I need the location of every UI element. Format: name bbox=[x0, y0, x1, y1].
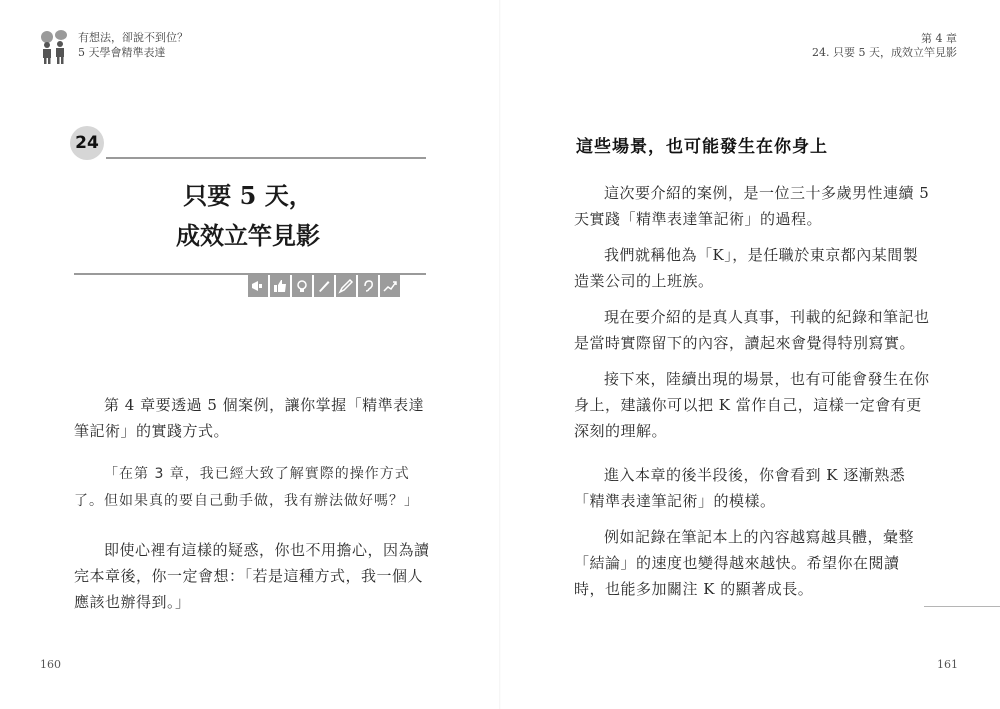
section-heading: 這些場景，也可能發生在你身上 bbox=[576, 137, 828, 157]
running-head-title: 有想法，卻說不到位？ bbox=[78, 31, 188, 44]
margin-rule bbox=[924, 606, 1000, 607]
paragraph: 現在要介紹的是真人真事，刊載的紀錄和筆記也是當時實際留下的內容，讀起來會覺得特別寫實。 bbox=[574, 308, 930, 352]
pencil-icon bbox=[336, 275, 356, 297]
chapter-rule bbox=[106, 157, 426, 159]
page-number-right: 161 bbox=[937, 658, 958, 671]
trend-up-icon bbox=[380, 275, 400, 297]
paragraph: 這次要介紹的案例，是一位三十多歲男性連續 5 天實踐「精準表達筆記術」的過程。 bbox=[574, 184, 930, 228]
chapter-title-line1: 只要 5 天， bbox=[183, 181, 313, 210]
page-number-left: 160 bbox=[40, 658, 61, 671]
running-head-chapter: 第 4 章 bbox=[921, 32, 957, 45]
intro-paragraph bbox=[74, 392, 434, 444]
people-icon bbox=[36, 30, 72, 64]
intro-paragraph-text: 第 4 章要透過 5 個案例，讓你掌握「精準表達筆記術」的實踐方式。 bbox=[74, 396, 425, 440]
reader-quote: 「在第 3 章，我已經大致了解實際的操作方式了。但如果真的要自己動手做，我有辦法做好嗎？」 bbox=[74, 466, 419, 509]
chapter-title-line2: 成效立竿見影 bbox=[176, 221, 320, 250]
paragraph: 例如記錄在筆記本上的內容越寫越具體，彙整「結論」的速度也變得越來越快。希望你在閱讀時，也能多加關注 K 的顯著成長。 bbox=[574, 528, 915, 598]
reassurance-paragraph-text: 即使心裡有這樣的疑惑，你也不用擔心，因為讀完本章後，你一定會想：「若是這種方式，我一個人應該也辦得到。」 bbox=[74, 541, 430, 611]
icon-strip bbox=[248, 275, 402, 297]
pen-icon bbox=[314, 275, 334, 297]
chapter-number-badge: 24 bbox=[70, 126, 104, 160]
case-intro-block bbox=[574, 180, 930, 454]
lightbulb-icon bbox=[292, 275, 312, 297]
paragraph: 接下來，陸續出現的場景，也有可能會發生在你身上，建議你可以把 K 當作自己，這樣一定會有更深刻的理解。 bbox=[574, 370, 930, 440]
case-progress-block bbox=[574, 462, 930, 612]
running-head-section: 24. 只要 5 天，成效立竿見影 bbox=[812, 46, 957, 59]
chapter-number-header bbox=[70, 126, 426, 160]
paragraph: 我們就稱他為「K」，是任職於東京都內某間製造業公司的上班族。 bbox=[574, 246, 919, 290]
running-head-left bbox=[36, 30, 188, 64]
running-head-subtitle: 5 天學會精準表達 bbox=[78, 46, 166, 59]
megaphone-icon bbox=[248, 275, 268, 297]
reassurance-paragraph bbox=[74, 537, 434, 615]
chapter-title bbox=[70, 176, 426, 256]
ear-icon bbox=[358, 275, 378, 297]
paragraph: 進入本章的後半段後，你會看到 K 逐漸熟悉「精準表達筆記術」的模樣。 bbox=[574, 466, 906, 510]
running-head-right bbox=[812, 32, 957, 60]
thumbs-up-icon bbox=[270, 275, 290, 297]
